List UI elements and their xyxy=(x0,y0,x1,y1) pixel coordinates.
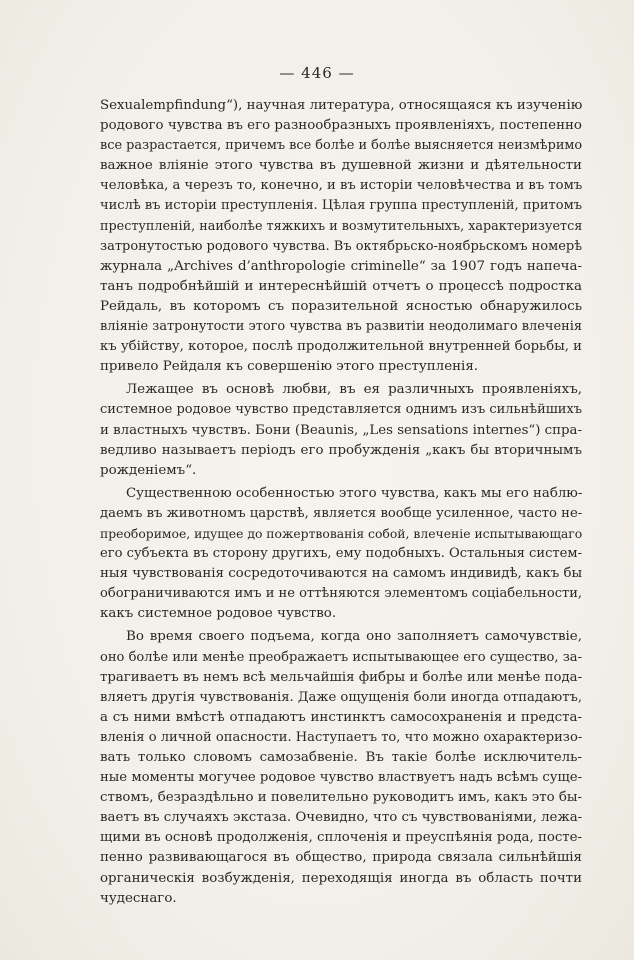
paragraph xyxy=(100,380,582,480)
text-line: Существенною особенностью этого чувства, какъ мы его наблю- xyxy=(126,485,583,501)
text-line: даемъ въ животномъ царствѣ, является вообще усиленное, часто не- xyxy=(100,505,583,521)
text-line: пенно развивающагося въ общество, природа связала сильнѣйшія xyxy=(100,850,582,866)
text-line: къ убійству, которое, послѣ продолжительной внутренней борьбы, и xyxy=(100,339,582,355)
body-text xyxy=(100,96,582,912)
text-line: человѣка, а черезъ то, конечно, и въ исторіи человѣчества и въ томъ xyxy=(100,178,583,194)
text-line: танъ подробнѣйшій и интереснѣйшій отчетъ о процессѣ подростка xyxy=(100,278,582,294)
text-line: привело Рейдаля къ совершенію этого преступленія. xyxy=(100,359,479,375)
text-line: Во время своего подъема, когда оно заполняетъ самочувствіе, xyxy=(126,629,582,645)
text-line: какъ системное родовое чувство. xyxy=(100,606,337,622)
text-line: вляетъ другія чувствованія. Даже ощущенія боли иногда отпадаютъ, xyxy=(100,689,582,705)
text-line: журнала „Archives d’anthropologie criminelle“ за 1907 годъ напеча- xyxy=(100,258,582,274)
text-line: чудеснаго. xyxy=(100,890,177,906)
text-line: Лежащее въ основѣ любви, въ ея различныхъ проявленіяхъ, xyxy=(126,382,582,398)
text-line: трагиваетъ въ немъ всѣ мельчайшія фибры и болѣе или менѣе пода- xyxy=(100,669,583,685)
text-line: ваетъ въ случаяхъ экстаза. Очевидно, что съ чувствованіями, лежа- xyxy=(100,810,583,826)
paragraph xyxy=(100,627,582,908)
text-line: органическія возбужденія, переходящія иногда въ область почти xyxy=(100,870,582,886)
text-line: ные моменты могучее родовое чувство властвуетъ надъ всѣмъ суще- xyxy=(100,770,583,786)
text-line: затронутостью родового чувства. Въ октябрьско-ноябрьскомъ номерѣ xyxy=(100,238,583,254)
text-line: и властныхъ чувствъ. Бони (Beaunis, „Les sensations internes“) спра- xyxy=(100,422,582,438)
text-line: ствомъ, безраздѣльно и повелительно руководитъ имъ, какъ это бы- xyxy=(100,790,582,806)
text-line: а съ ними вмѣстѣ отпадаютъ инстинктъ самосохраненія и предста- xyxy=(100,709,582,725)
text-line: числѣ въ исторіи преступленія. Цѣлая группа преступленій, притомъ xyxy=(100,198,582,214)
text-line: все разрастается, причемъ все болѣе и болѣе выясняется неизмѣримо xyxy=(100,138,583,154)
text-line: вать только словомъ самозабвеніе. Въ такіе болѣе исключитель- xyxy=(100,750,582,765)
text-line: рожденіемъ“. xyxy=(100,462,197,478)
text-line: важное вліяніе этого чувства въ душевной жизни и дѣятельности xyxy=(100,158,582,174)
text-line: преоборимое, идущее до пожертвованія собой, влеченіе испытывающаго xyxy=(100,526,583,541)
paragraph xyxy=(100,484,582,625)
page-number: — 446 — xyxy=(279,64,355,82)
text-line: родового чувства въ его разнообразныхъ проявленіяхъ, постепенно xyxy=(100,118,582,134)
text-line: ведливо называетъ періодъ его пробужденія „какъ бы вторичнымъ xyxy=(100,442,582,458)
text-line: Sexualempfindung“), научная литература, относящаяся къ изученію xyxy=(100,98,583,113)
text-line: преступленій, наиболѣе тяжкихъ и возмутительныхъ, характеризуется xyxy=(100,218,583,234)
text-line: его субъекта въ сторону другихъ, ему подобныхъ. Остальныя систем- xyxy=(100,546,582,562)
text-line: щими въ основѣ продолженія, сплоченія и преуспѣянія рода, посте- xyxy=(100,830,582,846)
text-line: вліяніе затронутости этого чувства въ развитіи неодолимаго влеченія xyxy=(100,319,582,335)
text-line: ныя чувствованія сосредоточиваются на самомъ индивидѣ, какъ бы xyxy=(100,566,583,582)
text-line: обограничиваются имъ и не оттѣняются элементомъ соціабельности, xyxy=(100,586,583,602)
text-line: Рейдаль, въ которомъ съ поразительной ясностью обнаружилось xyxy=(100,298,582,314)
text-line: вленія о личной опасности. Наступаетъ то, что можно охарактеризо- xyxy=(100,729,583,745)
text-line: оно болѣе или менѣе преображаетъ испытывающее его существо, за- xyxy=(100,649,582,665)
text-line: системное родовое чувство представляется однимъ изъ сильнѣйшихъ xyxy=(100,402,583,418)
paragraph xyxy=(100,96,582,377)
